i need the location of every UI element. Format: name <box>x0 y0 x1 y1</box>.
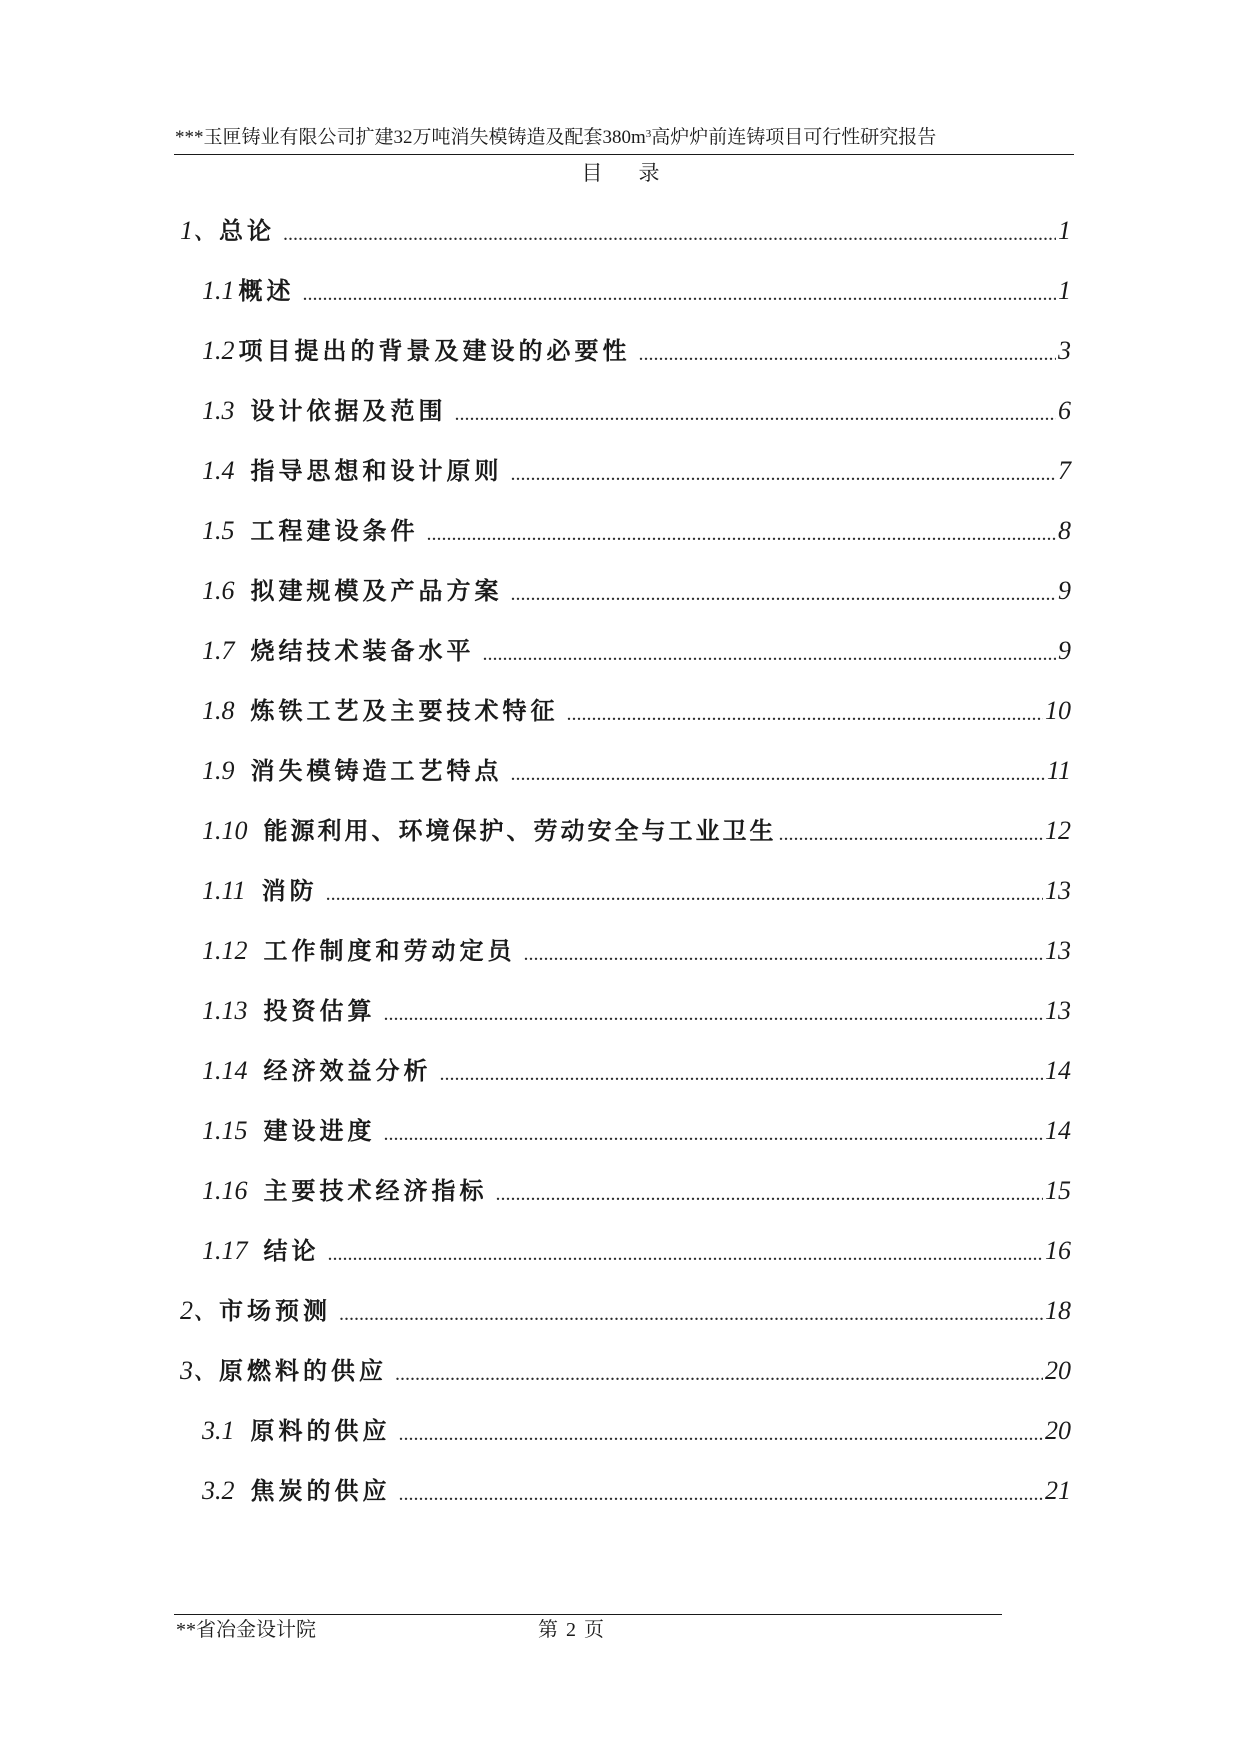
toc-entry-title: 总论 <box>219 217 276 245</box>
toc-entry-leader <box>384 999 1044 1029</box>
toc-entry-title: 原料的供应 <box>250 1417 391 1445</box>
document-header-title <box>175 126 1075 150</box>
toc-entry[interactable] <box>202 1049 1071 1089</box>
toc-entry-title: 工作制度和劳动定员 <box>263 937 516 965</box>
toc-entry-number: 1.2 <box>202 336 235 365</box>
toc-entry[interactable] <box>202 809 1071 849</box>
toc-heading-char-1: 目 <box>581 161 603 185</box>
toc-entry-page: 15 <box>1045 1176 1071 1205</box>
toc-heading <box>0 159 1241 187</box>
toc-entry-leader <box>395 1359 1043 1389</box>
toc-entry-number: 3.2 <box>202 1476 235 1505</box>
footer-page-suffix: 页 <box>584 1619 604 1641</box>
toc-entry-leader <box>328 1239 1044 1269</box>
toc-entry-title: 消防 <box>261 877 318 905</box>
toc-entry-page: 1 <box>1058 216 1071 245</box>
toc-entry-title: 结论 <box>263 1237 320 1265</box>
toc-entry-number: 1.17 <box>202 1236 248 1265</box>
toc-entry-number: 1、 <box>180 216 220 245</box>
toc-entry[interactable] <box>202 989 1071 1029</box>
toc-entry-leader <box>339 1299 1043 1329</box>
toc-entry[interactable] <box>202 1169 1071 1209</box>
toc-entry-title: 主要技术经济指标 <box>263 1177 488 1205</box>
header-rule <box>174 154 1074 155</box>
toc-entry[interactable] <box>180 1289 1071 1329</box>
toc-entry-number: 1.5 <box>202 516 235 545</box>
toc-entry[interactable] <box>180 1349 1071 1389</box>
toc-heading-char-2: 录 <box>638 161 660 185</box>
toc-entry-title: 经济效益分析 <box>263 1057 432 1085</box>
toc-entry-number: 1.9 <box>202 756 235 785</box>
toc-entry-title: 投资估算 <box>263 997 376 1025</box>
footer-page-prefix: 第 <box>538 1619 558 1641</box>
toc-entry-number: 1.1 <box>202 276 235 305</box>
toc-entry-title: 项目提出的背景及建设的必要性 <box>238 337 631 365</box>
header-title-text: ***玉匣铸业有限公司扩建32万吨消失模铸造及配套380m <box>175 127 646 148</box>
toc-entry[interactable] <box>202 689 1071 729</box>
toc-entry[interactable] <box>180 209 1071 249</box>
toc-entry-leader <box>440 1059 1044 1089</box>
toc-entry-leader <box>384 1119 1044 1149</box>
toc-entry[interactable] <box>202 629 1071 669</box>
footer-organization: **省冶金设计院 <box>176 1619 316 1641</box>
toc-entry-number: 1.13 <box>202 996 248 1025</box>
toc-entry-leader <box>399 1479 1044 1509</box>
toc-entry[interactable] <box>202 1109 1071 1149</box>
toc-entry-title: 消失模铸造工艺特点 <box>250 757 503 785</box>
toc-entry-page: 16 <box>1045 1236 1071 1265</box>
toc-entry-page: 12 <box>1045 816 1071 845</box>
toc-entry-page: 10 <box>1045 696 1071 725</box>
toc-entry-title: 烧结技术装备水平 <box>250 637 475 665</box>
toc-entry-leader <box>639 339 1057 369</box>
toc-entry-leader <box>496 1179 1044 1209</box>
toc-entry-page: 21 <box>1045 1476 1071 1505</box>
toc-entry-title: 建设进度 <box>263 1117 376 1145</box>
toc-entry[interactable] <box>202 329 1071 369</box>
footer-rule <box>174 1614 1002 1615</box>
toc-entry-page: 14 <box>1045 1116 1071 1145</box>
toc-entry-number: 1.14 <box>202 1056 248 1085</box>
toc-entry-title: 概述 <box>238 277 295 305</box>
toc-entry-page: 14 <box>1045 1056 1071 1085</box>
toc-entry-title: 焦炭的供应 <box>250 1477 391 1505</box>
toc-entry-page: 13 <box>1045 876 1071 905</box>
toc-entry[interactable] <box>202 509 1071 549</box>
toc-entry-page: 3 <box>1058 336 1071 365</box>
toc-entry-title: 原燃料的供应 <box>219 1357 388 1385</box>
toc-entry-title: 市场预测 <box>219 1297 332 1325</box>
toc-entry-leader <box>283 219 1056 249</box>
toc-entry-number: 1.12 <box>202 936 248 965</box>
toc-entry-number: 1.6 <box>202 576 235 605</box>
toc-entry-title: 指导思想和设计原则 <box>250 457 503 485</box>
toc-entry-page: 13 <box>1045 996 1071 1025</box>
toc-entry[interactable] <box>202 1409 1071 1449</box>
toc-entry-number: 1.4 <box>202 456 235 485</box>
footer-page-value: 2 <box>566 1619 576 1641</box>
toc-entry[interactable] <box>202 569 1071 609</box>
toc-entry-title: 能源利用、环境保护、劳动安全与工业卫生 <box>263 817 777 845</box>
toc-entry-title: 拟建规模及产品方案 <box>250 577 503 605</box>
toc-entry[interactable] <box>202 869 1071 909</box>
toc-entry-number: 1.15 <box>202 1116 248 1145</box>
toc-entry[interactable] <box>202 1469 1071 1509</box>
header-title-text-continued: 高炉炉前连铸项目可行性研究报告 <box>651 127 937 148</box>
toc-entry-title: 炼铁工艺及主要技术特征 <box>250 697 559 725</box>
toc-entry-leader <box>511 759 1045 789</box>
toc-entry-page: 6 <box>1058 396 1071 425</box>
footer-page-number <box>538 1617 604 1643</box>
toc-entry-leader <box>483 639 1057 669</box>
toc-entry[interactable] <box>202 749 1071 789</box>
toc-entry-number: 1.10 <box>202 816 248 845</box>
toc-entry-leader <box>524 939 1044 969</box>
toc-entry-number: 1.16 <box>202 1176 248 1205</box>
toc-entry-page: 18 <box>1045 1296 1071 1325</box>
toc-entry-page: 11 <box>1046 756 1071 785</box>
toc-entry-page: 20 <box>1045 1416 1071 1445</box>
toc-entry-page: 8 <box>1058 516 1071 545</box>
toc-entry-page: 20 <box>1045 1356 1071 1385</box>
toc-entry-number: 1.3 <box>202 396 235 425</box>
toc-entry-page: 9 <box>1058 636 1071 665</box>
toc-entry-title: 工程建设条件 <box>250 517 419 545</box>
toc-entry-number: 2、 <box>180 1296 220 1325</box>
toc-entry-leader <box>326 879 1043 909</box>
toc-entry-page: 13 <box>1045 936 1071 965</box>
toc-entry-leader <box>303 279 1057 309</box>
toc-entry-leader <box>455 399 1057 429</box>
toc-entry-number: 3、 <box>180 1356 220 1385</box>
toc-entry-leader <box>511 579 1057 609</box>
toc-entry-page: 9 <box>1058 576 1071 605</box>
toc-entry-number: 1.8 <box>202 696 235 725</box>
toc-entry-page: 1 <box>1058 276 1071 305</box>
toc-entry[interactable] <box>202 269 1071 309</box>
toc-entry-title: 设计依据及范围 <box>250 397 447 425</box>
toc-entry[interactable] <box>202 389 1071 429</box>
toc-entry-leader <box>427 519 1057 549</box>
toc-entry-number: 3.1 <box>202 1416 235 1445</box>
toc-entry[interactable] <box>202 449 1071 489</box>
toc-entry[interactable] <box>202 929 1071 969</box>
toc-entry-leader <box>779 819 1044 849</box>
toc-entry[interactable] <box>202 1229 1071 1269</box>
toc-entry-number: 1.7 <box>202 636 235 665</box>
toc-entry-page: 7 <box>1058 456 1071 485</box>
header-title-superscript: 3 <box>645 128 652 140</box>
toc-entry-number: 1.11 <box>202 876 246 905</box>
toc-entry-leader <box>399 1419 1044 1449</box>
toc-entry-leader <box>567 699 1044 729</box>
toc-entry-leader <box>511 459 1057 489</box>
